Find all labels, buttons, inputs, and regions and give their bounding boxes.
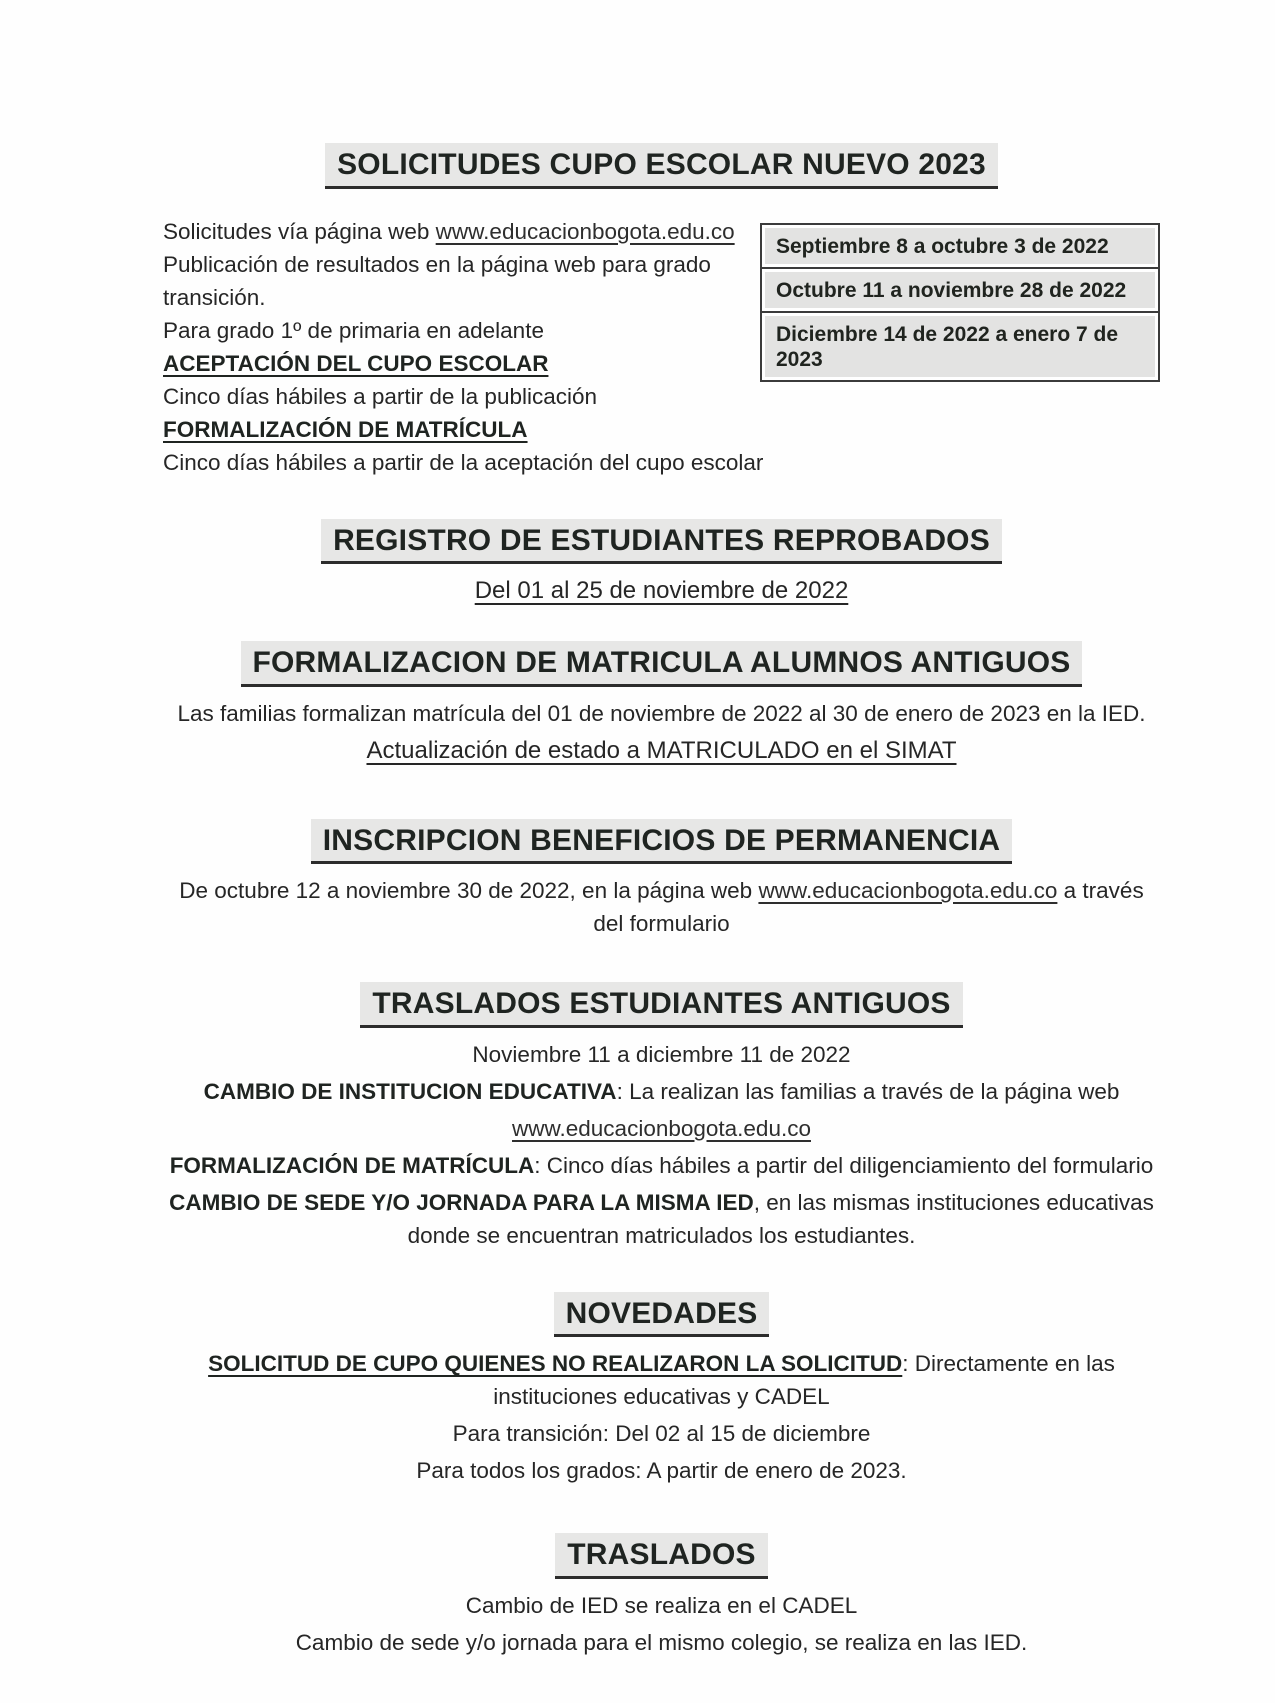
intro-line-cinco-dias-aceptacion: Cinco días hábiles a partir de la aceptación del cupo escolar	[163, 449, 764, 475]
education-website-link-3[interactable]: www.educacionbogota.edu.co	[512, 1115, 811, 1141]
traslados-line1: Cambio de IED se realiza en el CADEL	[465, 1592, 858, 1618]
intro-line-cinco-dias-publicacion: Cinco días hábiles a partir de la publicación	[163, 383, 598, 409]
cambio-sede-text: , en las mismas instituciones educativas donde se encuentran matriculados los estudiantes.	[407, 1189, 1154, 1248]
aceptacion-cupo-heading: ACEPTACIÓN DEL CUPO ESCOLAR	[163, 350, 549, 376]
date-row-3: Diciembre 14 de 2022 a enero 7 de 2023	[762, 313, 1158, 380]
intro-line-publicacion: Publicación de resultados en la página web para grado transición.	[163, 251, 711, 310]
intro-heading-formalizacion	[163, 413, 1160, 446]
education-website-link[interactable]: www.educacionbogota.edu.co	[435, 218, 735, 244]
actualizacion-simat-text: Actualización de estado a MATRICULADO en el SIMAT	[366, 736, 957, 764]
main-title	[163, 143, 1160, 189]
intro-line-grado: Para grado 1º de primaria en adelante	[163, 317, 544, 343]
beneficios-title	[163, 819, 1160, 865]
novedades-grados-line: Para todos los grados: A partir de enero de 2023.	[416, 1458, 907, 1483]
traslados-antiguos-title	[163, 982, 1160, 1028]
traslados-line2: Cambio de sede y/o jornada para el mismo colegio, se realiza en las IED.	[295, 1629, 1028, 1655]
formalizacion-antiguos-line2	[163, 734, 1160, 767]
formalizacion-antiguos-title-text: FORMALIZACION DE MATRICULA ALUMNOS ANTIGUOS	[241, 641, 1083, 687]
novedades-transicion-line: Para transición: Del 02 al 15 de diciembre	[452, 1421, 871, 1446]
novedades-section	[163, 1292, 1160, 1488]
solicitud-cupo-line	[163, 1347, 1160, 1413]
main-title-text: SOLICITUDES CUPO ESCOLAR NUEVO 2023	[325, 143, 998, 189]
novedades-title-text: NOVEDADES	[554, 1292, 770, 1338]
beneficios-section	[163, 819, 1160, 941]
intro-section	[163, 215, 1160, 479]
reprobados-title	[163, 519, 1160, 565]
dates-table	[760, 223, 1160, 383]
beneficios-title-text: INSCRIPCION BENEFICIOS DE PERMANENCIA	[311, 819, 1012, 865]
traslados-antiguos-date: Noviembre 11 a diciembre 11 de 2022	[472, 1041, 851, 1067]
beneficios-line-prefix: De octubre 12 a noviembre 30 de 2022, en la página web	[179, 878, 759, 903]
beneficios-line-suffix: a través del formulario	[593, 878, 1144, 936]
traslados-section	[163, 1533, 1160, 1659]
date-row-1: Septiembre 8 a octubre 3 de 2022	[762, 225, 1158, 269]
solicitud-cupo-label: SOLICITUD DE CUPO QUIENES NO REALIZARON LA SOLICITUD	[208, 1351, 903, 1376]
reprobados-title-text: REGISTRO DE ESTUDIANTES REPROBADOS	[321, 519, 1002, 565]
formalizacion-matricula-heading: FORMALIZACIÓN DE MATRÍCULA	[163, 416, 528, 442]
reprobados-date	[163, 574, 1160, 607]
cambio-sede-line	[163, 1186, 1160, 1252]
cambio-sede-label: CAMBIO DE SEDE Y/O JORNADA PARA LA MISMA IED	[169, 1189, 754, 1215]
cambio-institucion-label: CAMBIO DE INSTITUCION EDUCATIVA	[203, 1078, 617, 1104]
formalizacion-antiguos-line1: Las familias formalizan matrícula del 01 de noviembre de 2022 al 30 de enero de 2023 en la IED.	[177, 700, 1146, 726]
formalizacion-antiguos-section	[163, 641, 1160, 767]
formalizacion-matricula-text: : Cinco días hábiles a partir del diligenciamiento del formulario	[534, 1152, 1154, 1178]
formalizacion-antiguos-title	[163, 641, 1160, 687]
traslados-link-line	[163, 1112, 1160, 1145]
traslados-title	[163, 1533, 1160, 1579]
formalizacion-matricula-line	[163, 1149, 1160, 1182]
novedades-title	[163, 1292, 1160, 1338]
education-website-link-2[interactable]: www.educacionbogota.edu.co	[758, 878, 1058, 903]
traslados-title-text: TRASLADOS	[555, 1533, 767, 1579]
beneficios-line	[163, 874, 1160, 940]
intro-line-web-prefix: Solicitudes vía página web	[163, 218, 436, 244]
reprobados-section	[163, 519, 1160, 608]
cambio-institucion-line	[163, 1075, 1160, 1108]
traslados-antiguos-section	[163, 982, 1160, 1252]
traslados-antiguos-title-text: TRASLADOS ESTUDIANTES ANTIGUOS	[360, 982, 962, 1028]
formalizacion-matricula-label: FORMALIZACIÓN DE MATRÍCULA	[169, 1152, 535, 1178]
date-row-2: Octubre 11 a noviembre 28 de 2022	[762, 269, 1158, 313]
solicitud-cupo-text: : Directamente en las instituciones educativas y CADEL	[493, 1351, 1115, 1409]
cambio-institucion-text: : La realizan las familias a través de la página web	[616, 1078, 1120, 1104]
reprobados-date-text: Del 01 al 25 de noviembre de 2022	[474, 577, 849, 604]
